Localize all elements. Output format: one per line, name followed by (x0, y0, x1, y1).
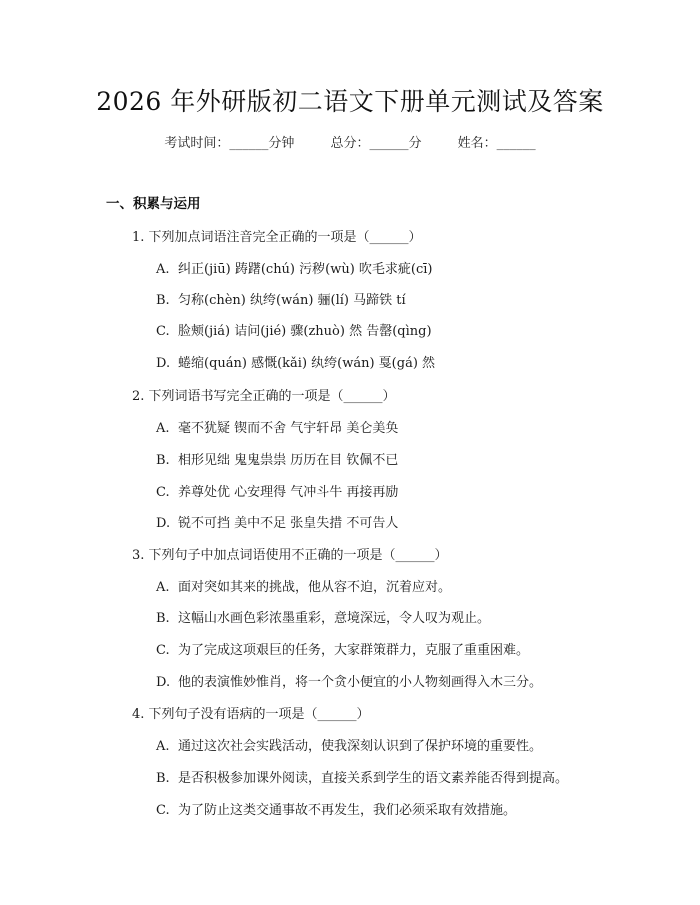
question-option (156, 417, 398, 436)
question-stem: 2. 下列词语书写完全正确的一项是（______） (132, 389, 396, 404)
option-text: 通过这次社会实践活动，使我深刻认识到了保护环境的重要性。 (178, 739, 543, 754)
option-letter: C. (156, 643, 170, 658)
option-text: 脸颊(jiá) 诘问(jié) 骤(zhuò) 然 告罄(qìng) (178, 324, 432, 339)
option-letter: C. (156, 485, 170, 500)
option-letter: D. (156, 675, 171, 690)
option-letter: A. (156, 421, 170, 436)
question-option (156, 671, 542, 690)
question-option (156, 481, 398, 500)
option-letter: D. (156, 356, 171, 371)
question-option (156, 258, 433, 277)
question-option (156, 352, 435, 371)
option-letter: B. (156, 453, 170, 468)
exam-time: 考试时间：______分钟 (164, 136, 295, 151)
option-text: 蜷缩(quán) 感慨(kǎi) 纨绔(wán) 戛(gá) 然 (178, 356, 436, 371)
exam-meta (0, 132, 700, 151)
question-stem: 1. 下列加点词语注音完全正确的一项是（______） (132, 230, 422, 245)
question-stem: 4. 下列句子没有语病的一项是（______） (132, 707, 370, 722)
question-stem: 3. 下列句子中加点词语使用不正确的一项是（______） (132, 548, 448, 563)
option-letter: A. (156, 580, 170, 595)
option-text: 相形见绌 鬼鬼祟祟 历历在目 钦佩不已 (178, 453, 399, 468)
question-option (156, 639, 529, 658)
question-option (156, 607, 490, 626)
option-text: 匀称(chèn) 纨绔(wán) 骊(lí) 马蹄铁 tí (178, 293, 406, 308)
option-letter: A. (156, 262, 170, 277)
option-text: 这幅山水画色彩浓墨重彩，意境深远，令人叹为观止。 (178, 611, 491, 626)
exam-name: 姓名：______ (457, 136, 536, 151)
exam-score: 总分：______分 (330, 136, 422, 151)
option-text: 锐不可挡 美中不足 张皇失措 不可告人 (178, 516, 399, 531)
question-option (156, 735, 542, 754)
option-text: 他的表演惟妙惟肖，将一个贪小便宜的小人物刻画得入木三分。 (178, 675, 543, 690)
section-heading: 一、积累与运用 (106, 196, 201, 212)
option-text: 为了完成这项艰巨的任务，大家群策群力，克服了重重困难。 (178, 643, 530, 658)
option-text: 养尊处优 心安理得 气冲斗牛 再接再励 (178, 485, 399, 500)
option-text: 是否积极参加课外阅读，直接关系到学生的语文素养能否得到提高。 (178, 771, 569, 786)
option-letter: B. (156, 611, 170, 626)
question-option (156, 512, 398, 531)
option-text: 毫不犹疑 锲而不舍 气宇轩昂 美仑美奂 (178, 421, 399, 436)
question-option (156, 320, 432, 339)
page-title: 2026 年外研版初二语文下册单元测试及答案 (96, 87, 604, 116)
option-letter: C. (156, 803, 170, 818)
question-option (156, 576, 451, 595)
option-letter: A. (156, 739, 170, 754)
option-letter: C. (156, 324, 170, 339)
option-text: 纠正(jiū) 踌躇(chú) 污秽(wù) 吹毛求疵(cī) (178, 262, 433, 277)
question-option (156, 799, 516, 818)
question-option (156, 289, 406, 308)
option-letter: B. (156, 771, 170, 786)
question-option (156, 767, 568, 786)
option-letter: D. (156, 516, 171, 531)
option-letter: B. (156, 293, 170, 308)
option-text: 面对突如其来的挑战，他从容不迫，沉着应对。 (178, 580, 452, 595)
question-option (156, 449, 398, 468)
option-text: 为了防止这类交通事故不再发生，我们必须采取有效措施。 (178, 803, 517, 818)
